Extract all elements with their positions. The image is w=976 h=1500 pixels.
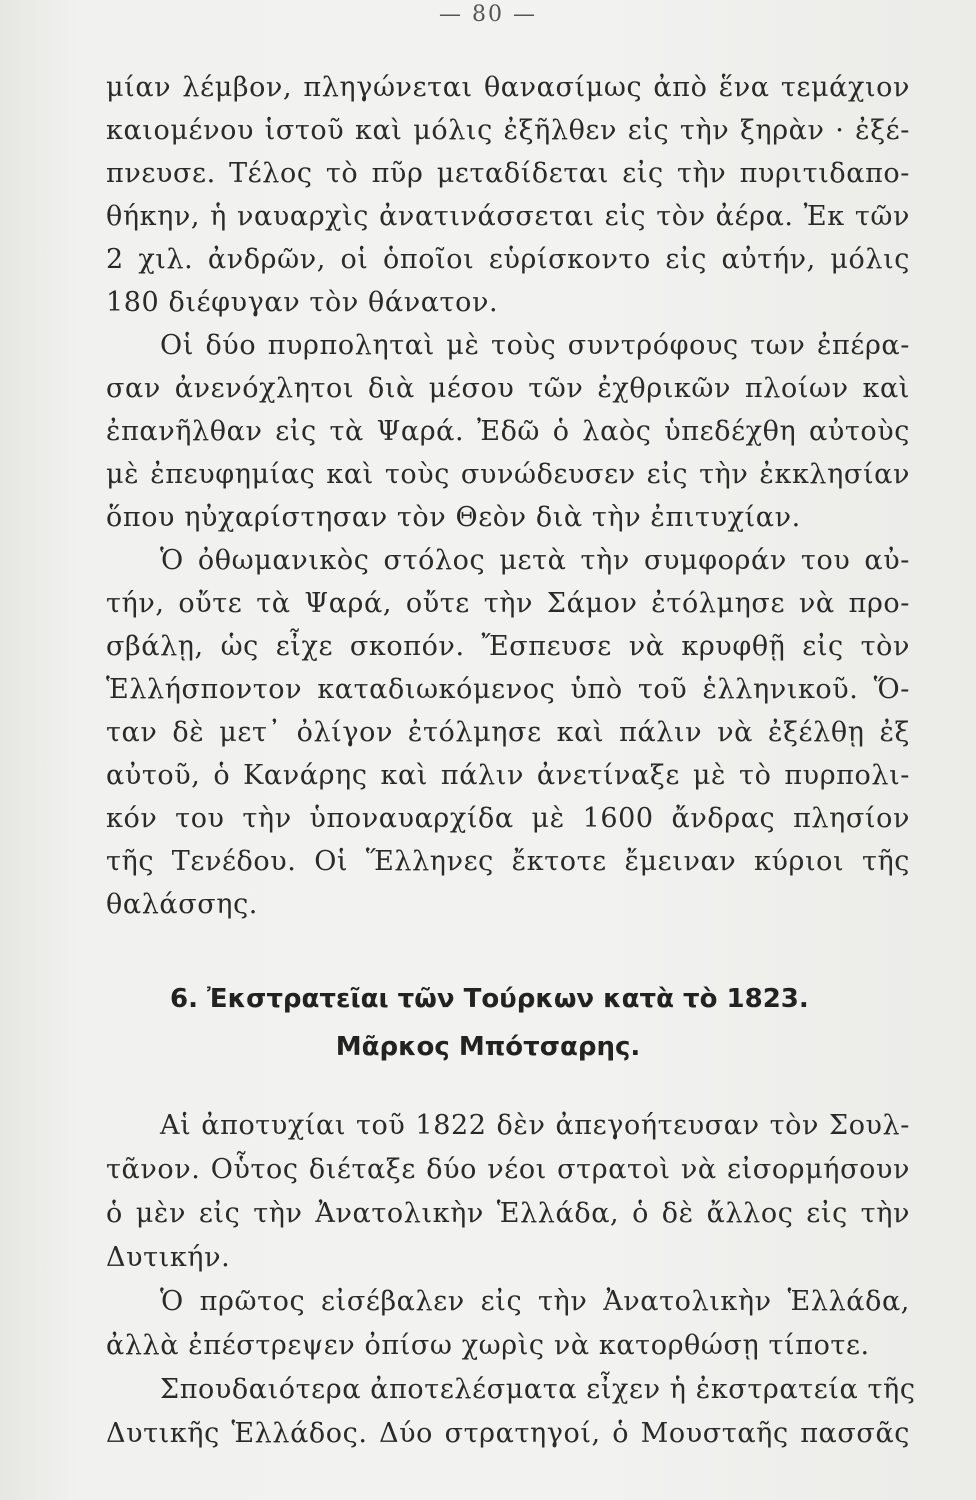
text-line: τᾶνον. Οὗτος διέταξε δύο νέοι στρατοὶ νὰ εἰσορμήσουν bbox=[106, 1154, 910, 1185]
text-line: Σπουδαιότερα ἀποτελέσματα εἶχεν ἡ ἐκστρατεία τῆς bbox=[160, 1374, 916, 1405]
text-line: Ὁ πρῶτος εἰσέβαλεν εἰς τὴν Ἀνατολικὴν Ἑλλάδα, bbox=[160, 1286, 910, 1317]
text-line: κόν του τὴν ὑποναυαρχίδα μὲ 1600 ἄνδρας πλησίον bbox=[106, 803, 910, 834]
text-line: καιομένου ἱστοῦ καὶ μόλις ἐξῆλθεν εἰς τὴν ξηρὰν · ἐξέ- bbox=[106, 115, 910, 146]
text-line: ὁ μὲν εἰς τὴν Ἀνατολικὴν Ἑλλάδα, ὁ δὲ ἄλλος εἰς τὴν bbox=[106, 1198, 910, 1229]
text-line: Ἑλλήσποντον καταδιωκόμενος ὑπὸ τοῦ ἑλληνικοῦ. Ὅ- bbox=[106, 674, 910, 705]
text-line: ὅπου ηὐχαρίστησαν τὸν Θεὸν διὰ τὴν ἐπιτυχίαν. bbox=[106, 502, 801, 533]
text-line: ταν δὲ μετ᾽ ὀλίγον ἐτόλμησε καὶ πάλιν νὰ ἐξέλθῃ ἐξ bbox=[106, 717, 910, 748]
text-line: σβάλῃ, ὡς εἶχε σκοπόν. Ἔσπευσε νὰ κρυφθῇ εἰς τὸν bbox=[106, 631, 910, 662]
text-line: Δυτικήν. bbox=[106, 1242, 231, 1273]
page-number: — 80 — bbox=[439, 2, 537, 27]
text-line: 180 διέφυγαν τὸν θάνατον. bbox=[106, 287, 499, 318]
text-line: τῆς Τενέδου. Οἱ Ἕλληνες ἔκτοτε ἔμειναν κύριοι τῆς bbox=[106, 846, 910, 877]
text-line: 2 χιλ. ἀνδρῶν, οἱ ὁποῖοι εὑρίσκοντο εἰς αὐτήν, μόλις bbox=[106, 244, 910, 275]
text-line: μίαν λέμβον, πληγώνεται θανασίμως ἀπὸ ἕνα τεμάχιον bbox=[106, 72, 910, 103]
section-heading: 6. Ἐκστρατεῖαι τῶν Τούρκων κατὰ τὸ 1823. bbox=[170, 984, 809, 1014]
section-subheading: Μᾶρκος Μπότσαρης. bbox=[335, 1032, 641, 1062]
text-line: Ὁ ὀθωμανικὸς στόλος μετὰ τὴν συμφοράν του αὐ- bbox=[160, 545, 910, 576]
text-line: Δυτικῆς Ἑλλάδος. Δύο στρατηγοί, ὁ Μουσταῆς πασσᾶς bbox=[106, 1418, 910, 1449]
text-line: αὐτοῦ, ὁ Κανάρης καὶ πάλιν ἀνετίναξε μὲ τὸ πυρπολι- bbox=[106, 760, 910, 791]
text-line: πνευσε. Τέλος τὸ πῦρ μεταδίδεται εἰς τὴν πυριτιδαπο- bbox=[106, 158, 910, 189]
text-line: θήκην, ἡ ναυαρχὶς ἀνατινάσσεται εἰς τὸν ἀέρα. Ἐκ τῶν bbox=[106, 201, 910, 232]
text-line: σαν ἀνενόχλητοι διὰ μέσου τῶν ἐχθρικῶν πλοίων καὶ bbox=[106, 373, 910, 404]
text-line: Αἱ ἀποτυχίαι τοῦ 1822 δὲν ἀπεγοήτευσαν τὸν Σουλ- bbox=[160, 1110, 910, 1141]
text-line: ἐπανῆλθαν εἰς τὰ Ψαρά. Ἐδῶ ὁ λαὸς ὑπεδέχθη αὐτοὺς bbox=[106, 416, 910, 447]
text-line: ἀλλὰ ἐπέστρεψεν ὀπίσω χωρὶς νὰ κατορθώσῃ τίποτε. bbox=[106, 1330, 870, 1361]
text-line: Οἱ δύο πυρποληταὶ μὲ τοὺς συντρόφους των ἐπέρα- bbox=[160, 330, 910, 361]
text-line: μὲ ἐπευφημίας καὶ τοὺς συνώδευσεν εἰς τὴν ἐκκλησίαν bbox=[106, 459, 910, 490]
text-line: θαλάσσης. bbox=[106, 889, 258, 920]
text-line: τήν, οὔτε τὰ Ψαρά, οὔτε τὴν Σάμον ἐτόλμησε νὰ προ- bbox=[106, 588, 910, 619]
